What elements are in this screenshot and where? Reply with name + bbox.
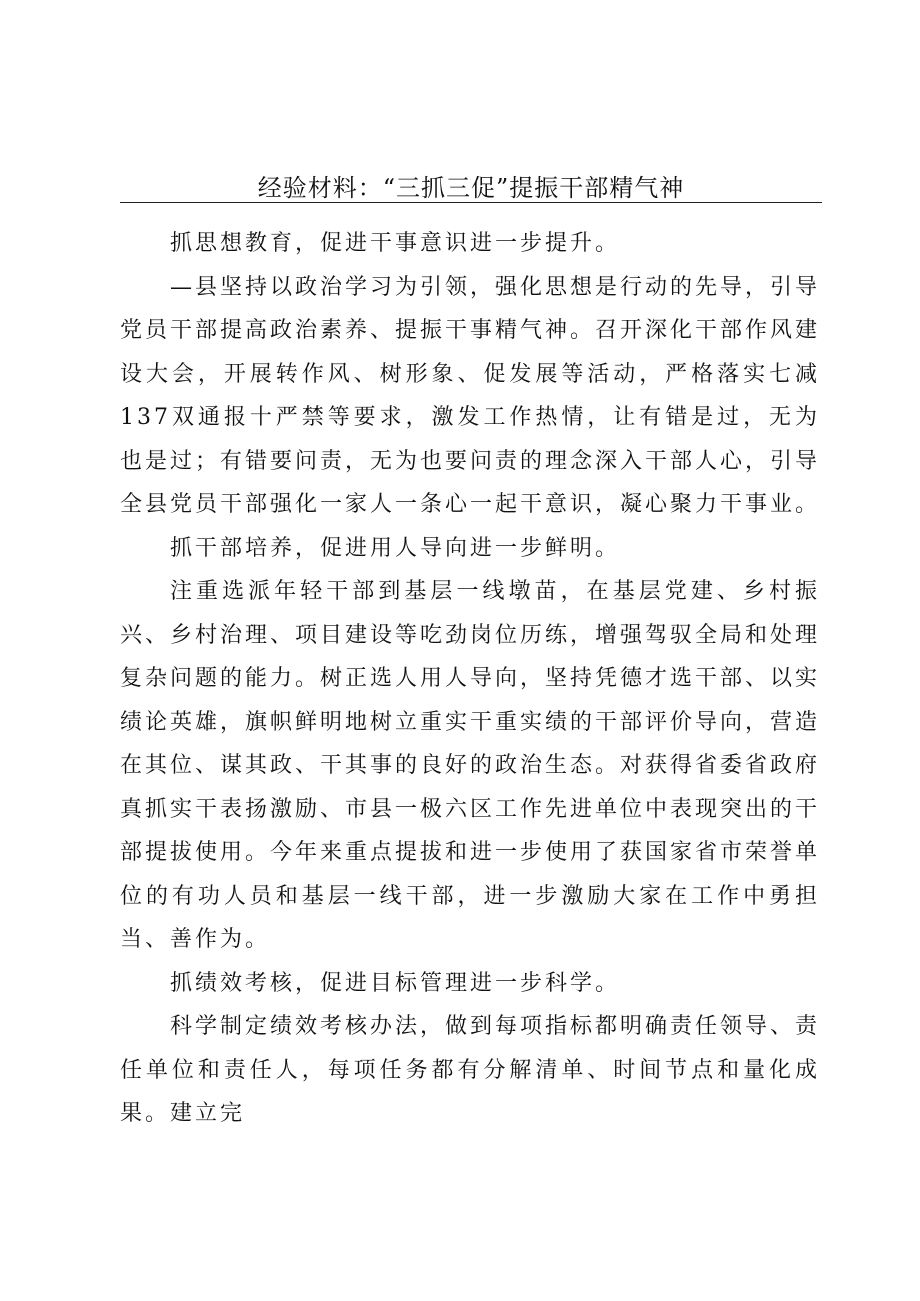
- body-paragraph-2: 注重选派年轻干部到基层一线墩苗，在基层党建、乡村振兴、乡村治理、项目建设等吃劲岗位历练，增强驾驭全局和处理复杂问题的能力。树正选人用人导向，坚持凭德才选干部、以实绩论英雄，旗帜鲜明地树立重实干重实绩的干部评价导向，营造在其位、谋其政、干其事的良好的政治生态。对获得省委省政府真抓实干表扬激励、市县一极六区工作先进单位中表现突出的干部提拔使用。今年来重点提拔和进一步使用了获国家省市荣誉单位的有功人员和基层一线干部，进一步激励大家在工作中勇担当、善作为。: [120, 579, 821, 952]
- document-body: [120, 222, 820, 1136]
- body-paragraph-3: 科学制定绩效考核办法，做到每项指标都明确责任领导、责任单位和责任人，每项任务都有分解清单、时间节点和量化成果。建立完: [120, 1014, 821, 1126]
- section-heading-3: 抓绩效考核，促进目标管理进一步科学。: [170, 970, 621, 996]
- title-underline: [120, 202, 822, 203]
- document-title: 经验材料：“三抓三促”提振干部精气神: [257, 174, 685, 202]
- section-heading-2: 抓干部培养，促进用人导向进一步鲜明。: [170, 535, 621, 561]
- section-heading-1: 抓思想教育，促进干事意识进一步提升。: [170, 231, 621, 256]
- body-paragraph-1: —县坚持以政治学习为引领，强化思想是行动的先导，引导党员干部提高政治素养、提振干事精气神。召开深化干部作风建设大会，开展转作风、树形象、促发展等活动，严格落实七减137双通报十严禁等要求，激发工作热情，让有错是过，无为也是过；有错要问责，无为也要问责的理念深入干部人心，引导全县党员干部强化一家人一条心一起干意识，凝心聚力干事业。: [120, 274, 821, 517]
